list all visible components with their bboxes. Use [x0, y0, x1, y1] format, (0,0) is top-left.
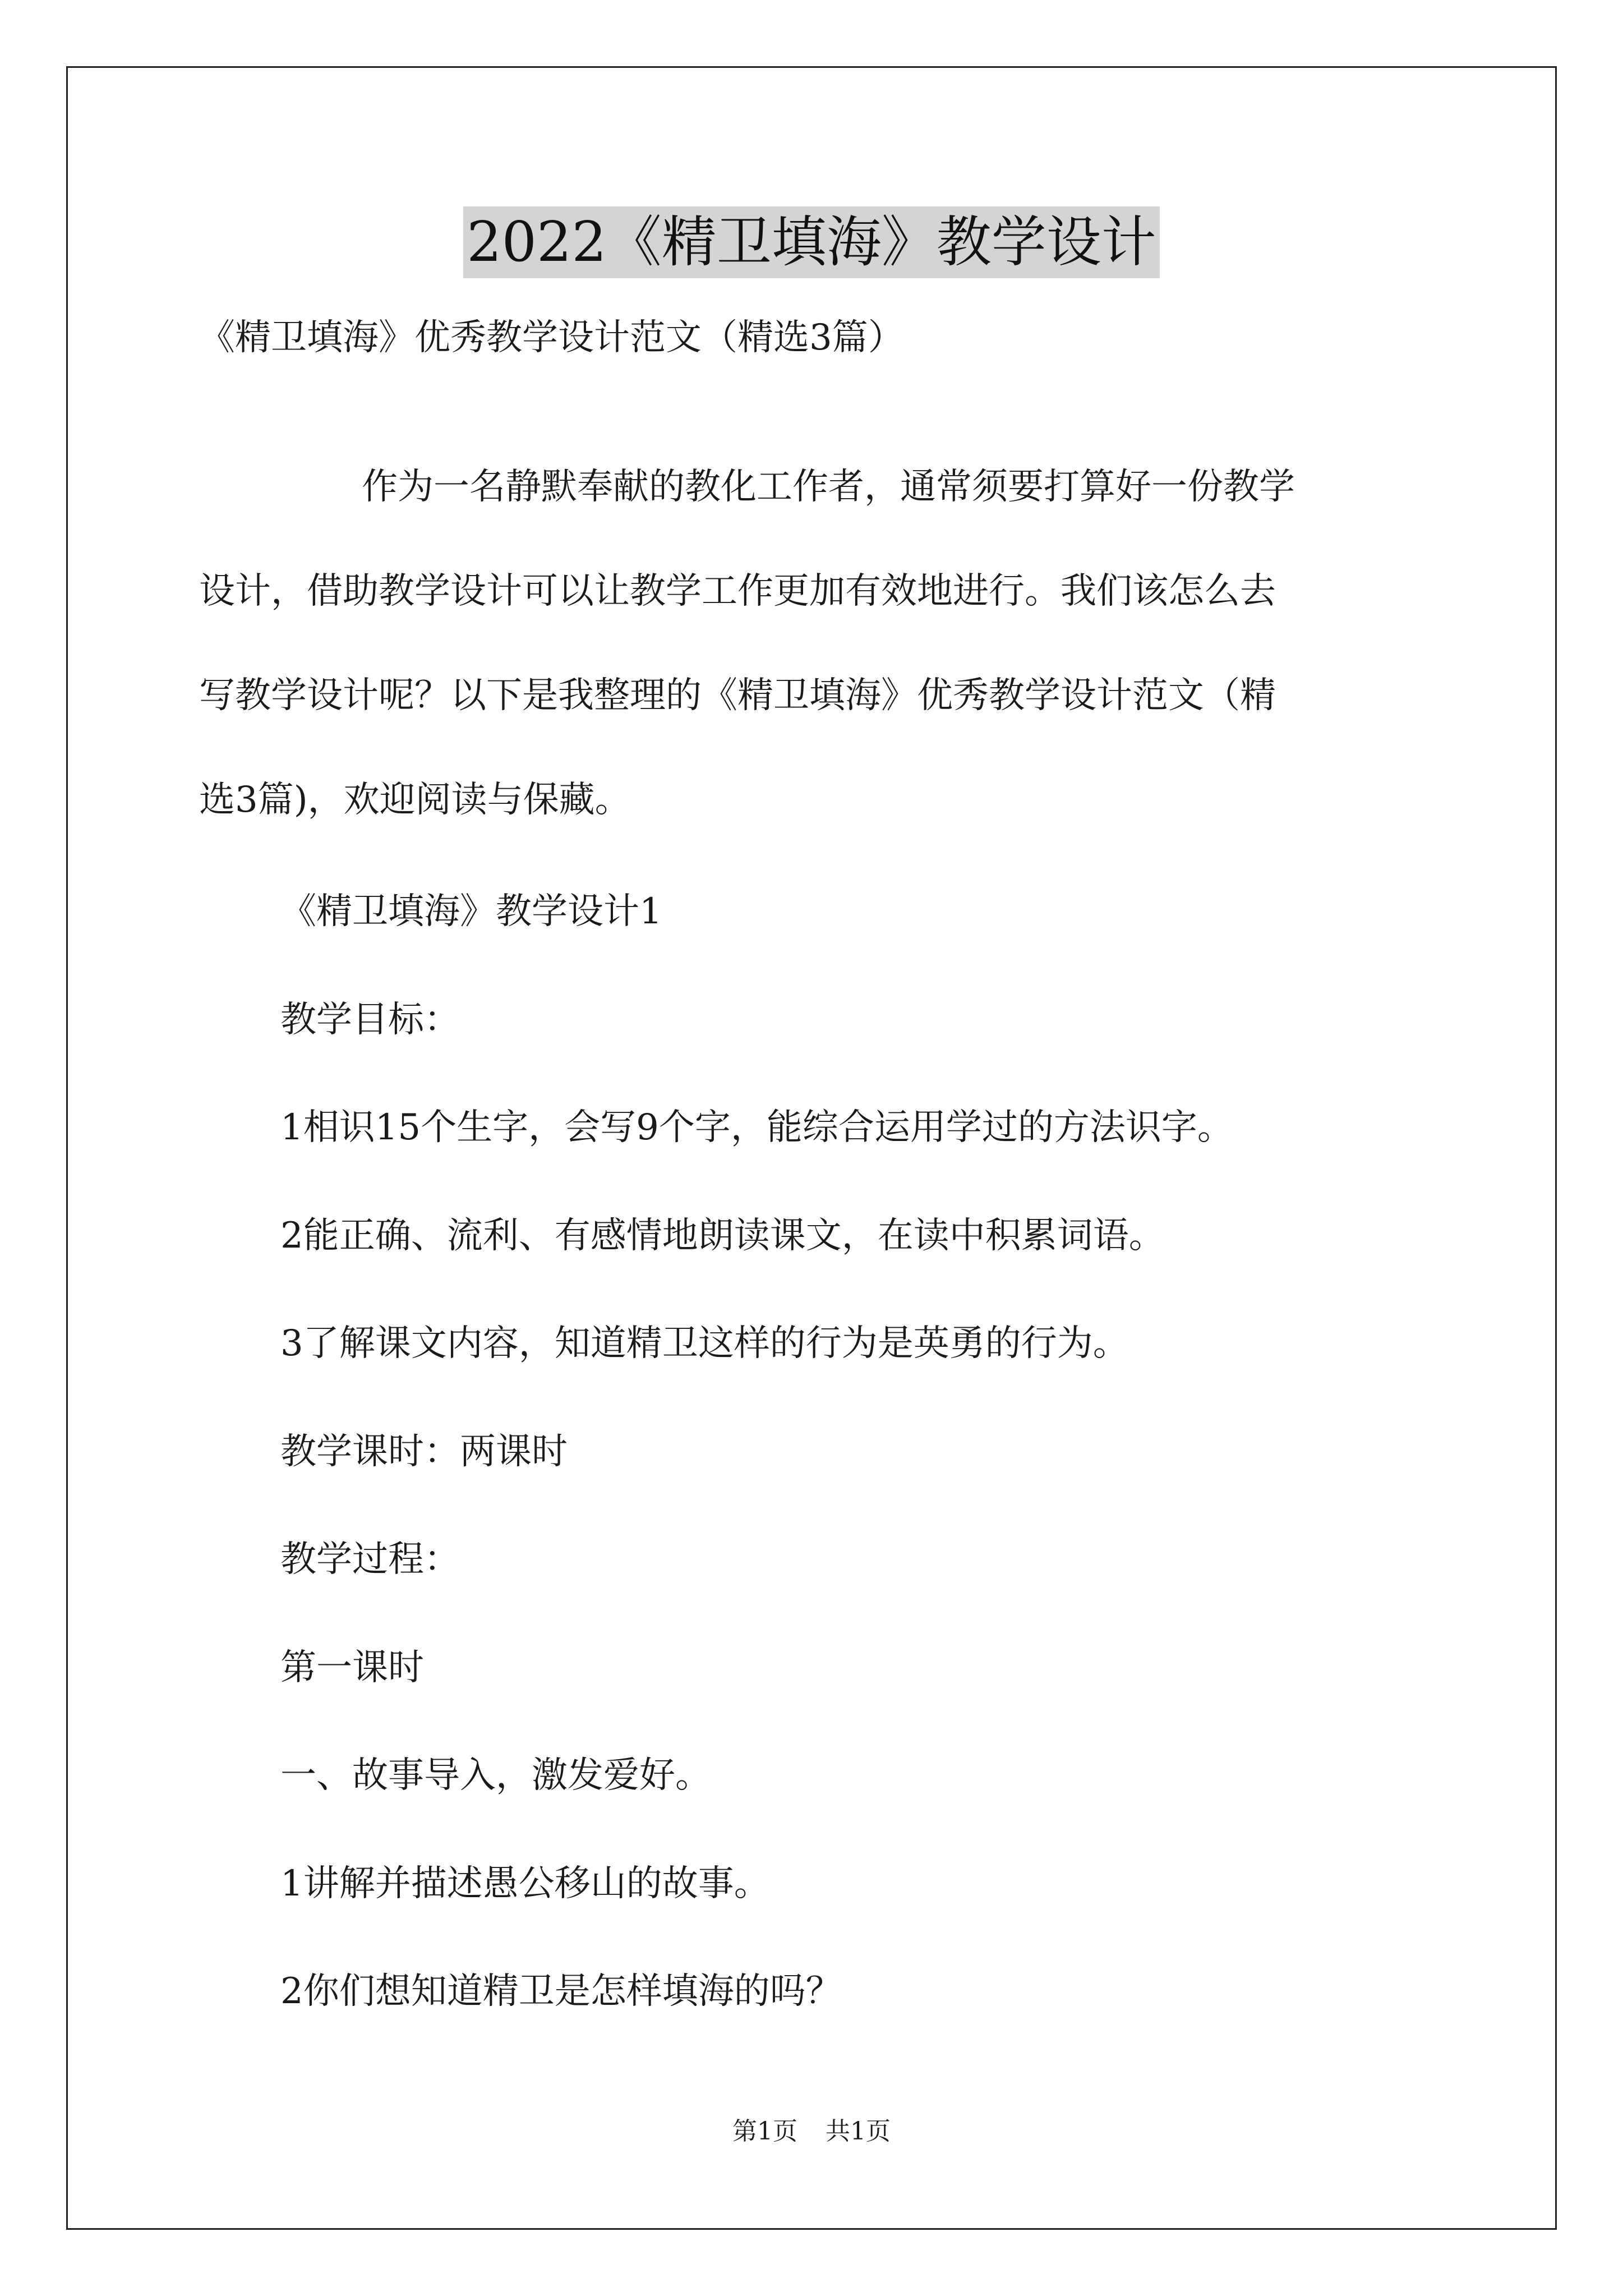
intro-line: 写教学设计呢？以下是我整理的《精卫填海》优秀教学设计范文（精	[199, 675, 1276, 716]
paragraph-line: 一、故事导入，激发爱好。	[280, 1755, 711, 1796]
page-total: 共1页	[826, 2117, 891, 2146]
title-container	[0, 206, 1623, 278]
paragraph-line: 3了解课文内容，知道精卫这样的行为是英勇的行为。	[280, 1323, 1129, 1364]
paragraph-line: 教学过程：	[280, 1539, 460, 1580]
paragraph-line: 2你们想知道精卫是怎样填海的吗？	[280, 1971, 842, 2012]
paragraph-line: 1讲解并描述愚公移山的故事。	[280, 1863, 770, 1904]
intro-line: 设计，借助教学设计可以让教学工作更加有效地进行。我们该怎么去	[199, 570, 1276, 612]
document-title: 2022《精卫填海》教学设计	[463, 206, 1159, 278]
paragraph-line: 第一课时	[280, 1647, 424, 1688]
paragraph-line: 1相识15个生字，会写9个字，能综合运用学过的方法识字。	[280, 1107, 1233, 1148]
paragraph-line: 2能正确、流利、有感情地朗读课文，在读中积累词语。	[280, 1215, 1165, 1257]
intro-line: 选3篇)，欢迎阅读与保藏。	[199, 779, 631, 821]
page-footer	[0, 2116, 1623, 2147]
paragraph-line: 教学课时：两课时	[280, 1431, 568, 1473]
page-number: 第1页	[732, 2117, 797, 2146]
paragraph-line: 教学目标：	[280, 999, 460, 1041]
intro-line: 作为一名静默奉献的教化工作者，通常须要打算好一份教学	[362, 466, 1295, 508]
section-heading: 《精卫填海》教学设计1	[280, 891, 662, 932]
document-subtitle: 《精卫填海》优秀教学设计范文（精选3篇）	[199, 317, 904, 358]
